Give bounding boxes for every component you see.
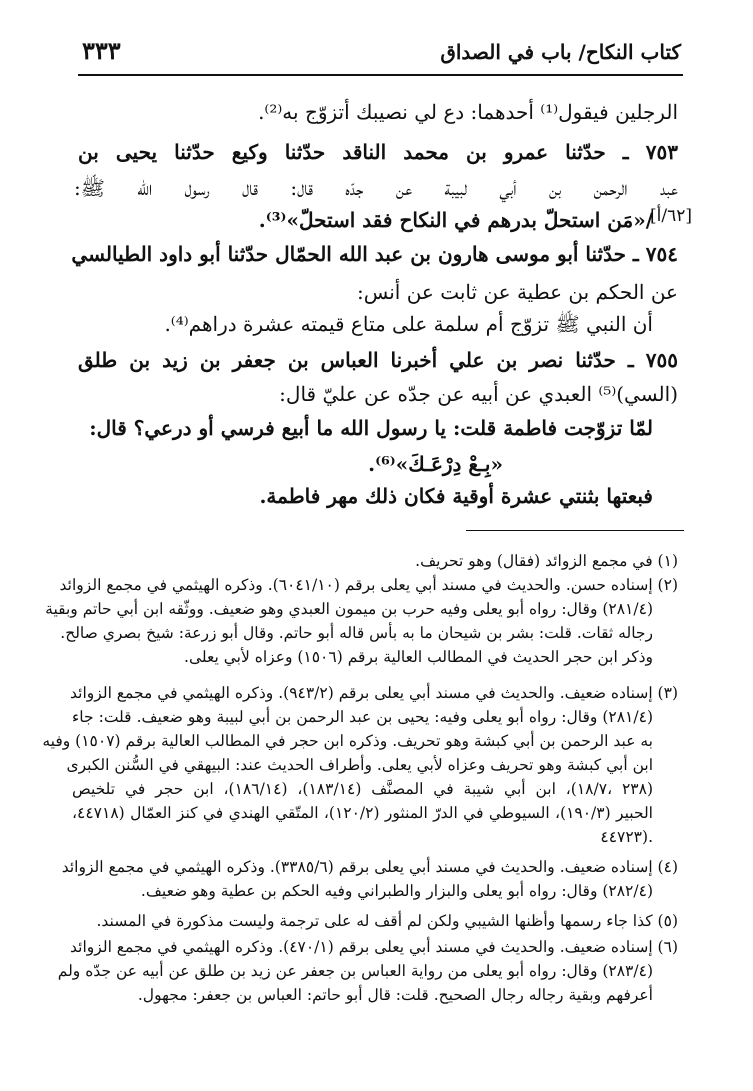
footnote-line: (١) في مجمع الزوائد (فقال) وهو تحريف. [415, 552, 678, 570]
footnote-line: ابن أبي كبشة وهو تحريف وعزاه لأبي يعلى. وأطراف الحديث عند: البيهقي في السُّنن الكبرى [66, 756, 653, 774]
hadith-754-heading: ٧٥٤ ـ حدّثنا أبو موسى هارون بن عبد الله الحمّال حدّثنا أبو داود الطيالسي [71, 242, 678, 266]
running-title: كتاب النكاح/ باب في الصداق [440, 40, 681, 64]
hadith-matn: لمّا تزوّجت فاطمة قلت: يا رسول الله ما أبيع فرسي أو درعي؟ قال: [89, 416, 653, 440]
footnote-line: (٢٨٣/٤) وقال: رواه أبو يعلى من رواية العباس بن جعفر عن زيد بن طلق عن أبيه عن جدّه ولم [57, 962, 653, 980]
footnote-line: أعرفهم وبقية رجاله رجال الصحيح. قلت: قال أبو حاتم: العباس بن جعفر: مجهول. [137, 986, 653, 1004]
footnote-line: (٣) إسناده ضعيف. والحديث في مسند أبي يعلى برقم (٩٤٣/٢). وذكره الهيثمي في مجمع الزوائد [70, 684, 678, 702]
footnote-line: الحبير (١٩٠/٣)، السيوطي في الدرّ المنثور (١٢٠/٢)، المتّقي الهندي في كنز العمّال (٤٤٧١٨، [72, 804, 653, 822]
hadith-matn: أن النبي ﷺ تزوّج أم سلمة على متاع قيمته عشرة دراهم⁽⁴⁾. [164, 312, 653, 336]
footnote-line: (٢٨١/٤) وقال: رواه أبو يعلى وفيه حرب بن ميمون العبدي وهو ضعيف. ووثّقه ابن أبي حاتم وبقية [45, 600, 653, 618]
text-line: الرجلين فيقول⁽¹⁾ أحدهما: دع لي نصيبك أتزوّج به⁽²⁾. [258, 100, 678, 124]
page-header [78, 34, 683, 76]
hadith-matn: «بِـعْ دِرْعَـكَ»⁽⁶⁾. [368, 452, 503, 476]
text-line: فبعتها بثنتي عشرة أوقية فكان ذلك مهر فاطمة. [259, 484, 653, 508]
text-line: (السي)⁽⁵⁾ العبدي عن أبيه عن جدّه عن عليّ قال: [279, 382, 678, 406]
hadith-matn: /«مَن استحلّ بدرهم في النكاح فقد استحلّ»⁽³⁾. [258, 208, 653, 232]
footnote-line: (٢٨١/٤) وقال: رواه أبو يعلى وفيه: يحيى بن عبد الرحمن بن أبي لبيبة وهو ضعيف. قلت: جاء [72, 708, 653, 726]
footnote-line: ٤٤٧٢٣). [600, 828, 653, 846]
footnote-line: وذكر ابن حجر الحديث في المطالب العالية برقم (١٥٠٦) وعزاه لأبي يعلى. [184, 648, 653, 666]
hadith-755-heading: ٧٥٥ ـ حدّثنا نصر بن علي أخبرنا العباس بن جعفر بن زيد بن طلق [78, 348, 678, 372]
folio-reference: [٦٢/أ] [650, 206, 692, 226]
footnote-separator [466, 530, 684, 531]
hadith-753-heading: ٧٥٣ ـ حدّثنا عمرو بن محمد الناقد حدّثنا وكيع حدّثنا يحيى بن [78, 140, 678, 164]
text-line: عبد الرحمن بن أبي لبيبة عن جدّه قال: قال رسول الله ﷺ: [74, 176, 678, 200]
footnote-line: (٤) إسناده ضعيف. والحديث في مسند أبي يعلى برقم (٣٣٨٥/٦). وذكره الهيثمي في مجمع الزوائد [61, 858, 678, 876]
footnote-line: (٢٣٨ ،١٨/٧)، ابن أبي شيبة في المصنَّف (١٨٣/١٤)، (١٨٦/١٤)، ابن حجر في تلخيص [72, 780, 653, 798]
footnote-line: رجاله ثقات. قلت: بشر بن شيحان ما به بأس قاله أبو حاتم. وقال أبو زرعة: شيخ بصري صالح. [60, 624, 653, 642]
page-number: ٣٣٣ [82, 36, 121, 65]
footnote-line: (٥) كذا جاء رسمها وأظنها الشيبي ولكن لم أقف له على ترجمة وليست مذكورة في المسند. [96, 912, 678, 930]
footnote-line: به عبد الرحمن بن أبي كبشة وهو تحريف. وذكره ابن حجر في المطالب العالية برقم (١٥٠٧) وفيه [42, 732, 653, 750]
footnote-line: (٢٨٢/٤) وقال: رواه أبو يعلى والبزار والطبراني وفيه الحكم بن عطية وهو ضعيف. [140, 882, 653, 900]
text-line: عن الحكم بن عطية عن ثابت عن أنس: [356, 280, 678, 304]
footnote-line: (٢) إسناده حسن. والحديث في مسند أبي يعلى برقم (٦٠٤١/١٠). وذكره الهيثمي في مجمع الزوائد [59, 576, 678, 594]
footnote-line: (٦) إسناده ضعيف. والحديث في مسند أبي يعلى برقم (٤٧٠/١). وذكره الهيثمي في مجمع الزوائد [70, 938, 678, 956]
